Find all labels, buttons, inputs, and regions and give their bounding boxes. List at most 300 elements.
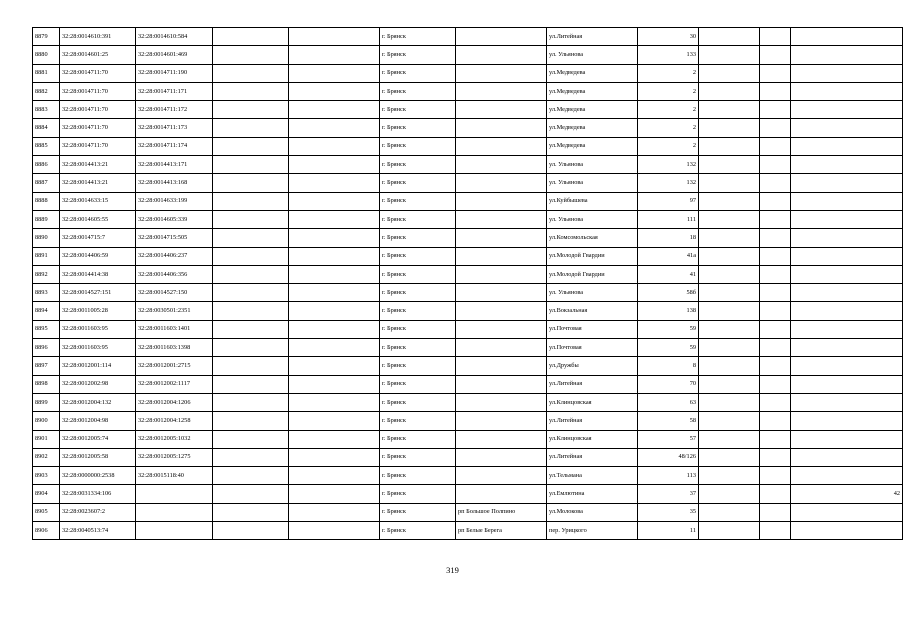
table-cell: 2 [638,137,699,155]
table-cell: 32:28:0014633:199 [136,192,213,210]
table-cell [289,284,380,302]
table-cell [791,156,903,174]
table-cell [213,46,289,64]
table-cell: 8883 [33,101,60,119]
table-cell [791,101,903,119]
table-cell [699,320,760,338]
table-cell [791,448,903,466]
table-cell [791,119,903,137]
table-cell: 8880 [33,46,60,64]
table-cell: 2 [638,82,699,100]
table-cell [456,393,547,411]
table-cell: ул.Вокзальная [547,302,638,320]
table-cell [699,174,760,192]
table-cell [456,284,547,302]
table-cell: г. Брянск [380,247,456,265]
table-cell: 138 [638,302,699,320]
table-cell: 111 [638,210,699,228]
table-row [33,522,903,540]
table-cell [699,210,760,228]
table-cell: 8893 [33,284,60,302]
table-cell: ул.Медведева [547,101,638,119]
table-cell [791,137,903,155]
table-cell [213,265,289,283]
table-cell [213,467,289,485]
table-cell [791,320,903,338]
table-cell: г. Брянск [380,156,456,174]
table-cell: 2 [638,64,699,82]
table-cell: 32:28:0012004:1206 [136,393,213,411]
table-cell: г. Брянск [380,28,456,46]
table-cell: 32:28:0014527:151 [60,284,136,302]
table-row [33,101,903,119]
table-cell [289,64,380,82]
table-cell: г. Брянск [380,339,456,357]
table-cell [791,430,903,448]
table-row [33,503,903,521]
table-cell [760,265,791,283]
table-cell: 32:28:0014406:237 [136,247,213,265]
table-cell: г. Брянск [380,485,456,503]
table-cell [213,210,289,228]
table-cell: 2 [638,119,699,137]
table-cell: г. Брянск [380,393,456,411]
table-row [33,375,903,393]
table-cell [213,284,289,302]
table-cell [213,357,289,375]
table-cell [699,375,760,393]
table-cell [760,101,791,119]
table-cell [760,46,791,64]
table-cell [213,339,289,357]
table-cell [760,375,791,393]
table-cell: г. Брянск [380,448,456,466]
table-cell [289,320,380,338]
table-row [33,28,903,46]
table-cell: 8903 [33,467,60,485]
table-cell: г. Брянск [380,430,456,448]
table-cell: ул.Литейная [547,375,638,393]
table-cell [213,119,289,137]
table-cell [760,357,791,375]
table-cell [456,485,547,503]
table-cell [213,320,289,338]
table-cell [791,46,903,64]
table-cell: ул. Ульянова [547,210,638,228]
table-cell: 32:28:0030501:2351 [136,302,213,320]
table-row [33,119,903,137]
table-cell [760,28,791,46]
table-cell [213,101,289,119]
table-cell: 37 [638,485,699,503]
table-cell [289,375,380,393]
table-cell [456,430,547,448]
table-cell [456,247,547,265]
table-cell [289,46,380,64]
table-cell [760,393,791,411]
table-cell: 41а [638,247,699,265]
table-cell: ул.Емлютина [547,485,638,503]
table-cell: 32:28:0012005:58 [60,448,136,466]
table-cell: 32:28:0014715:7 [60,229,136,247]
table-cell: 8902 [33,448,60,466]
table-cell [760,119,791,137]
table-cell [456,64,547,82]
table-cell: 35 [638,503,699,521]
registry-sheet [32,27,903,540]
table-cell: 8892 [33,265,60,283]
table-row [33,412,903,430]
table-cell: ул. Ульянова [547,284,638,302]
table-cell: ул.Молодой Гвардии [547,265,638,283]
table-cell: 8 [638,357,699,375]
table-row [33,485,903,503]
table-cell: 32:28:0040513:74 [60,522,136,540]
table-cell [791,339,903,357]
table-cell: 42 [791,485,903,503]
table-cell: 32:28:0012004:1258 [136,412,213,430]
table-cell [456,192,547,210]
table-cell [699,192,760,210]
table-cell: 8884 [33,119,60,137]
table-cell [456,448,547,466]
table-cell: 8887 [33,174,60,192]
table-cell [456,156,547,174]
table-cell: 32:28:0012005:74 [60,430,136,448]
table-cell [213,522,289,540]
table-cell [760,192,791,210]
table-cell: 32:28:0014711:171 [136,82,213,100]
table-cell [791,357,903,375]
table-cell: 32:28:0031334:106 [60,485,136,503]
table-cell: 8899 [33,393,60,411]
table-cell: 32:28:0014610:391 [60,28,136,46]
table-cell: рп Большое Полпино [456,503,547,521]
table-cell [760,522,791,540]
table-cell [699,448,760,466]
table-cell: г. Брянск [380,357,456,375]
table-cell [136,503,213,521]
table-cell: 32:28:0012004:98 [60,412,136,430]
table-cell: 8888 [33,192,60,210]
table-cell: г. Брянск [380,320,456,338]
table-cell [699,357,760,375]
table-cell [213,64,289,82]
table-cell: ул.Медведева [547,64,638,82]
table-cell [791,64,903,82]
table-cell [699,339,760,357]
table-cell [289,522,380,540]
table-cell [456,46,547,64]
table-cell [456,119,547,137]
table-cell [791,467,903,485]
table-cell: 32:28:0012001:114 [60,357,136,375]
table-cell [213,302,289,320]
table-row [33,339,903,357]
table-cell [213,503,289,521]
table-cell [760,156,791,174]
table-cell [289,302,380,320]
table-cell [791,284,903,302]
table-cell [791,302,903,320]
table-cell: 8891 [33,247,60,265]
table-cell [791,522,903,540]
table-cell: г. Брянск [380,137,456,155]
table-row [33,82,903,100]
table-cell [699,412,760,430]
table-cell: г. Брянск [380,284,456,302]
table-cell: 32:28:0014527:150 [136,284,213,302]
table-cell [791,192,903,210]
table-cell: ул.Тельмана [547,467,638,485]
table-cell: г. Брянск [380,192,456,210]
table-cell [791,210,903,228]
table-cell: 59 [638,320,699,338]
table-cell: 8895 [33,320,60,338]
table-cell [289,448,380,466]
table-cell [289,467,380,485]
table-cell: 8905 [33,503,60,521]
table-cell [213,375,289,393]
table-cell [760,448,791,466]
table-cell: 32:28:0012002:98 [60,375,136,393]
table-cell [289,357,380,375]
table-cell [289,339,380,357]
table-cell [456,302,547,320]
table-cell: 32:28:0011005:28 [60,302,136,320]
table-cell [289,210,380,228]
table-cell [289,503,380,521]
table-cell: 58 [638,412,699,430]
table-cell [699,302,760,320]
table-cell: 32:28:0011603:1401 [136,320,213,338]
table-cell: ул.Молокова [547,503,638,521]
table-row [33,265,903,283]
table-cell [456,412,547,430]
table-cell [456,174,547,192]
table-cell [699,101,760,119]
table-cell [699,64,760,82]
table-cell [213,430,289,448]
table-cell: г. Брянск [380,265,456,283]
table-row [33,430,903,448]
table-cell: г. Брянск [380,467,456,485]
table-cell [456,28,547,46]
table-cell: ул. Ульянова [547,156,638,174]
table-cell: 32:28:0000000:2538 [60,467,136,485]
table-cell: 32:28:0012002:1117 [136,375,213,393]
table-cell: 32:28:0014711:174 [136,137,213,155]
table-cell: г. Брянск [380,229,456,247]
table-cell: г. Брянск [380,64,456,82]
table-cell [289,485,380,503]
table-cell [213,192,289,210]
table-cell: 132 [638,174,699,192]
table-cell [699,247,760,265]
table-cell: 32:28:0014633:15 [60,192,136,210]
table-cell [791,503,903,521]
table-cell [213,229,289,247]
table-cell [289,192,380,210]
table-cell [760,137,791,155]
table-row [33,302,903,320]
table-cell: 32:28:0014413:21 [60,156,136,174]
table-cell [289,174,380,192]
table-cell [760,467,791,485]
table-cell: 8894 [33,302,60,320]
table-cell [289,265,380,283]
table-cell: 18 [638,229,699,247]
table-cell: 32:28:0014711:70 [60,64,136,82]
table-cell [699,467,760,485]
table-cell: 8897 [33,357,60,375]
table-row [33,320,903,338]
table-cell: 58б [638,284,699,302]
table-cell: 32:28:0014711:173 [136,119,213,137]
table-cell [289,137,380,155]
table-cell [456,101,547,119]
table-cell [760,174,791,192]
table-cell: 48/126 [638,448,699,466]
table-cell [760,302,791,320]
table-cell: рп Белые Берега [456,522,547,540]
table-cell: 32:28:0014605:339 [136,210,213,228]
table-cell: 8885 [33,137,60,155]
table-cell [699,265,760,283]
table-cell: 32:28:0012001:2715 [136,357,213,375]
table-cell [456,357,547,375]
table-cell: г. Брянск [380,46,456,64]
table-cell: 2 [638,101,699,119]
table-cell: ул.Дружбы [547,357,638,375]
table-cell [289,247,380,265]
table-cell: 32:28:0014711:70 [60,137,136,155]
table-row [33,284,903,302]
table-cell: 8898 [33,375,60,393]
table-cell: 32:28:0014605:55 [60,210,136,228]
table-cell: 30 [638,28,699,46]
table-cell [456,320,547,338]
table-cell [760,229,791,247]
table-cell: 32:28:0015118:40 [136,467,213,485]
table-cell [791,265,903,283]
table-cell: 133 [638,46,699,64]
table-cell [791,412,903,430]
table-cell [760,339,791,357]
table-cell: ул.Молодой Гвардии [547,247,638,265]
table-cell [213,28,289,46]
table-cell: 8886 [33,156,60,174]
table-cell: г. Брянск [380,522,456,540]
table-cell: 32:28:0014413:21 [60,174,136,192]
table-cell: г. Брянск [380,210,456,228]
table-cell: 41 [638,265,699,283]
table-cell: 32:28:0011603:95 [60,320,136,338]
table-cell [699,137,760,155]
table-cell: 32:28:0014601:25 [60,46,136,64]
table-cell: г. Брянск [380,101,456,119]
table-cell [289,28,380,46]
table-cell [791,229,903,247]
table-cell [791,174,903,192]
table-cell [289,393,380,411]
table-cell: г. Брянск [380,412,456,430]
table-cell: 32:28:0014711:70 [60,82,136,100]
table-cell: 8882 [33,82,60,100]
table-cell [699,156,760,174]
table-cell [213,156,289,174]
table-cell [760,82,791,100]
table-cell: 8900 [33,412,60,430]
table-cell: 32:28:0014715:505 [136,229,213,247]
table-cell [213,247,289,265]
table-cell: 63 [638,393,699,411]
table-cell: 32:28:0014711:190 [136,64,213,82]
table-cell [289,412,380,430]
table-row [33,64,903,82]
table-cell: пер. Урицкого [547,522,638,540]
table-cell: 11 [638,522,699,540]
registry-table [32,27,903,540]
table-row [33,156,903,174]
table-cell [760,430,791,448]
table-cell [791,375,903,393]
table-cell: ул.Медведева [547,137,638,155]
table-cell: г. Брянск [380,503,456,521]
table-cell [456,467,547,485]
table-cell [213,393,289,411]
table-cell: 32:28:0014610:584 [136,28,213,46]
table-row [33,467,903,485]
table-cell [289,101,380,119]
table-cell [699,82,760,100]
table-cell [699,393,760,411]
table-cell: 32:28:0014601:469 [136,46,213,64]
table-cell: 8896 [33,339,60,357]
table-cell [456,339,547,357]
table-row [33,247,903,265]
table-cell: ул.Литейная [547,412,638,430]
table-cell: г. Брянск [380,82,456,100]
table-cell [791,393,903,411]
table-cell: г. Брянск [380,302,456,320]
table-row [33,174,903,192]
table-cell: 32:28:0014711:70 [60,101,136,119]
table-cell: г. Брянск [380,174,456,192]
table-cell: 70 [638,375,699,393]
table-cell [699,430,760,448]
table-cell [760,485,791,503]
table-cell: ул.Почтовая [547,320,638,338]
table-row [33,393,903,411]
table-cell [136,522,213,540]
table-cell [136,485,213,503]
table-cell [456,210,547,228]
table-cell: 32:28:0014406:59 [60,247,136,265]
table-cell: 32:28:0014413:171 [136,156,213,174]
table-cell [213,137,289,155]
table-cell: ул. Ульянова [547,46,638,64]
table-cell: 32:28:0011603:95 [60,339,136,357]
table-cell: 8906 [33,522,60,540]
table-row [33,357,903,375]
table-cell: ул. Ульянова [547,174,638,192]
table-cell [456,82,547,100]
table-cell: ул.Литейная [547,28,638,46]
table-cell [760,247,791,265]
table-row [33,192,903,210]
table-cell: 8904 [33,485,60,503]
